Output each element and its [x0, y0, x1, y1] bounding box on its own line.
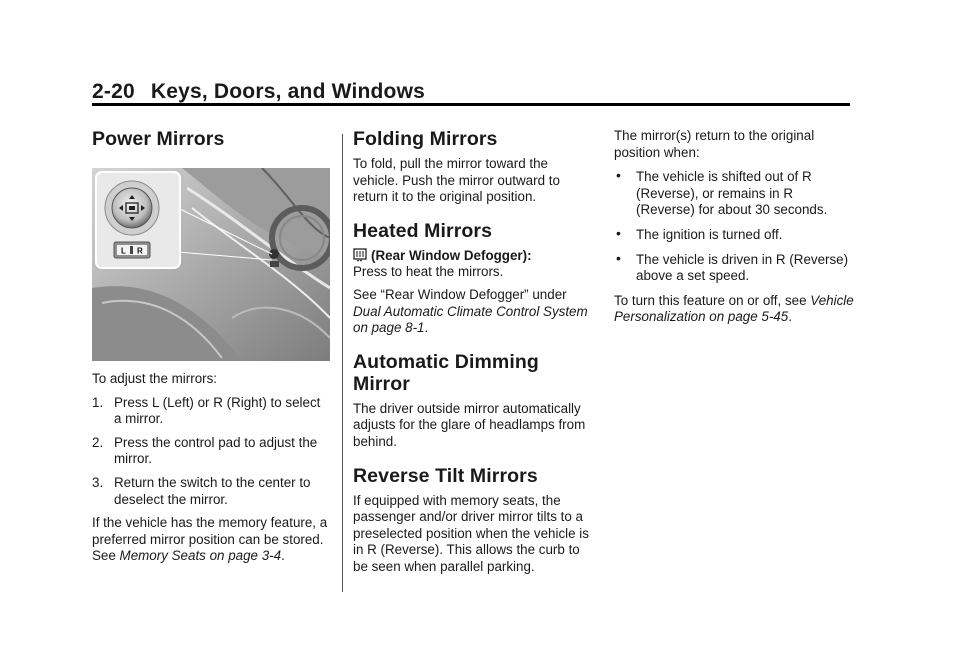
- switch-left-letter: L: [121, 246, 126, 256]
- return-text: The mirror(s) return to the original position when:: [614, 128, 815, 160]
- heading-heated-mirrors: Heated Mirrors: [353, 219, 493, 242]
- conditions-list: [614, 169, 854, 285]
- dimming-text: The driver outside mirror automatically adjusts for the glare of headlamps from behind.: [353, 400, 586, 449]
- step-text: Return the switch to the center to deselect the mirror.: [114, 474, 311, 507]
- list-item: [92, 395, 330, 428]
- list-item: • The vehicle is shifted out of R (Reverse), or remains in R (Reverse) for about 30 seconds.: [614, 169, 854, 219]
- defogger-text: Press to heat the mirrors.: [353, 264, 504, 280]
- steps-list: [92, 395, 330, 509]
- heading-automatic-dimming-mirror: Automatic Dimming Mirror: [353, 350, 539, 395]
- heading-reverse-tilt-mirrors: Reverse Tilt Mirrors: [353, 464, 538, 487]
- section-title: Keys, Doors, and Windows: [150, 80, 425, 103]
- period: .: [788, 309, 792, 325]
- column-mirror-features: [353, 128, 593, 583]
- column-power-mirrors: [92, 128, 330, 572]
- header-rule: [92, 103, 850, 106]
- turn-paragraph: [614, 293, 854, 326]
- memory-paragraph: [92, 515, 330, 565]
- step-number: 2.: [92, 434, 104, 450]
- step-number: 3.: [92, 474, 104, 490]
- list-item: • The ignition is turned off.: [614, 227, 854, 244]
- heading-power-mirrors: Power Mirrors: [92, 128, 225, 150]
- switch-right-letter: R: [137, 246, 143, 256]
- turn-text: To turn this feature on or off, see: [614, 292, 811, 308]
- memory-seats-link[interactable]: Memory Seats on page 3-4: [119, 548, 282, 564]
- folding-text: To fold, pull the mirror toward the vehicle. Push the mirror outward to return it to the original position.: [353, 156, 560, 205]
- see-text: See “Rear Window Defogger” under: [353, 286, 567, 302]
- step-text: Press L (Left) or R (Right) to select a mirror.: [114, 394, 321, 427]
- page-number: 2-20: [92, 80, 135, 103]
- see-paragraph: [353, 287, 593, 337]
- list-item: [92, 475, 330, 508]
- defogger-label: (Rear Window Defogger):: [371, 247, 532, 263]
- rear-window-defogger-icon: [353, 248, 367, 262]
- vehicle-personalization-link[interactable]: Vehicle Personalization on page 5-45: [614, 292, 854, 325]
- list-item: [92, 435, 330, 468]
- defogger-paragraph: [353, 248, 593, 281]
- mirror-control-illustration: [92, 168, 330, 361]
- period: .: [424, 320, 429, 336]
- reverse-text: If equipped with memory seats, the passenger and/or driver mirror tilts to a preselected position when the vehicle is in R (Reverse). This allows the curb to be seen when parallel parking.: [353, 492, 589, 574]
- list-item: • The vehicle is driven in R (Reverse) above a set speed.: [614, 252, 854, 285]
- page-header: [92, 80, 425, 104]
- step-number: 1.: [92, 394, 104, 410]
- climate-control-link[interactable]: Dual Automatic Climate Control System on page 8-1: [353, 303, 588, 336]
- period: .: [281, 548, 285, 564]
- column-divider: [342, 134, 343, 592]
- heading-folding-mirrors: Folding Mirrors: [353, 128, 498, 150]
- memory-text: If the vehicle has the memory feature, a preferred mirror position can be stored. See: [92, 515, 328, 564]
- step-text: Press the control pad to adjust the mirror.: [114, 434, 318, 467]
- intro-text: To adjust the mirrors:: [92, 371, 218, 386]
- column-reverse-tilt-continued: [614, 128, 854, 333]
